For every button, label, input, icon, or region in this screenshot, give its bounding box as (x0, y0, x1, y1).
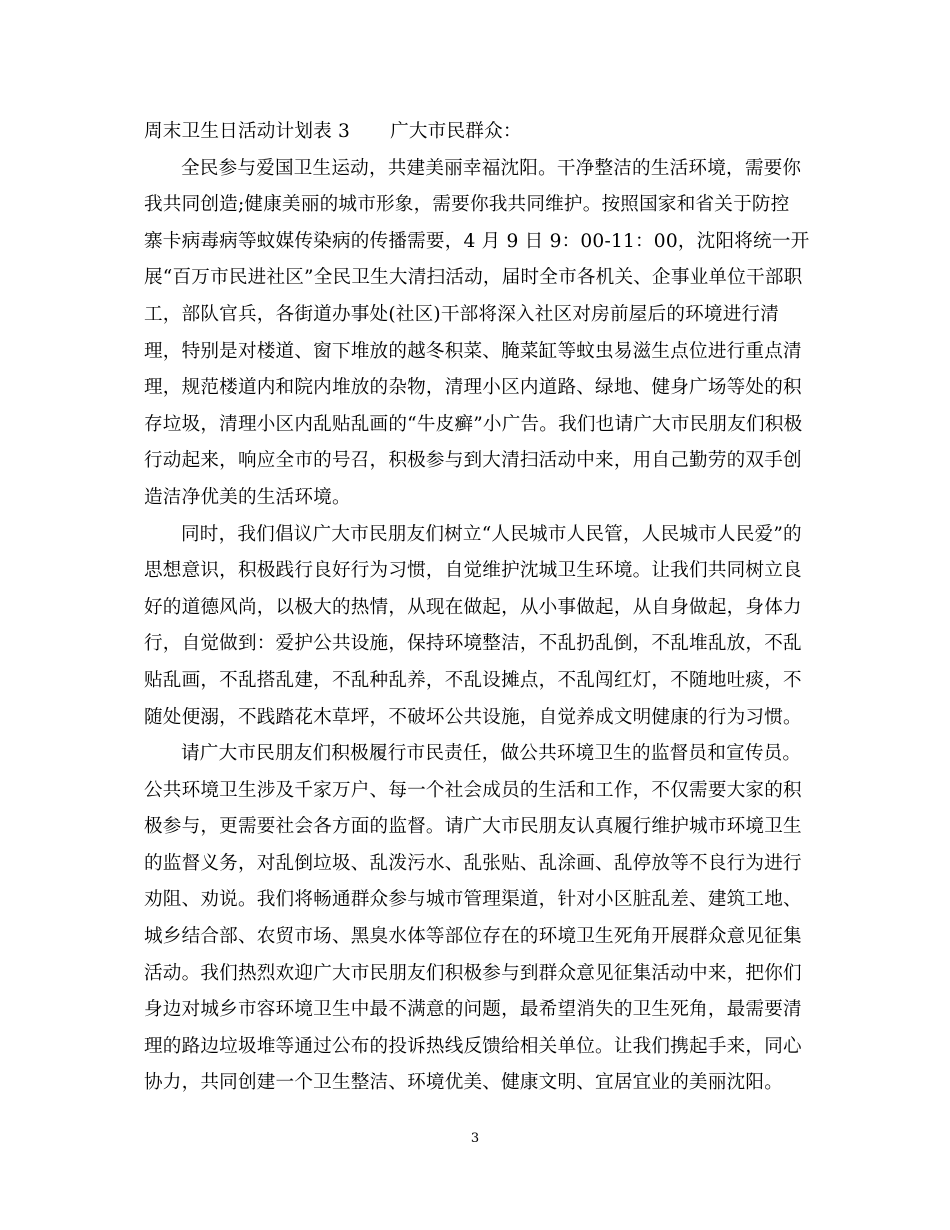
paragraph-line: 随处便溺，不践踏花木草坪，不破坏公共设施，自觉养成文明健康的行为习惯。 (144, 706, 802, 728)
paragraph-line: 的监督义务，对乱倒垃圾、乱泼污水、乱张贴、乱涂画、乱停放等不良行为进行 (144, 852, 802, 874)
paragraph-line: 同时，我们倡议广大市民朋友们树立“人民城市人民管，人民城市人民爱”的 (181, 523, 802, 545)
paragraph-line: 理的路边垃圾堆等通过公布的投诉热线反馈给相关单位。让我们携起手来，同心 (144, 1035, 802, 1057)
salutation: 广大市民群众： (390, 121, 522, 142)
paragraph-line: 劝阻、劝说。我们将畅通群众参与城市管理渠道，针对小区脏乱差、建筑工地、 (144, 889, 802, 911)
paragraph-line: 我共同创造;健康美丽的城市形象，需要你我共同维护。按照国家和省关于防控 (144, 194, 790, 216)
paragraph-1 (144, 151, 810, 517)
paragraph-line: 好的道德风尚，以极大的热情，从现在做起，从小事做起，从自身做起，身体力 (144, 596, 802, 618)
document-title: 周末卫生日活动计划表 3 (144, 121, 351, 142)
paragraph-line: 极参与，更需要社会各方面的监督。请广大市民朋友认真履行维护城市环境卫生 (144, 816, 802, 838)
paragraph-line: 身边对城乡市容环境卫生中最不满意的问题，最希望消失的卫生死角，最需要清 (144, 999, 802, 1021)
paragraph-3 (144, 736, 806, 1102)
paragraph-line: 理，特别是对楼道、窗下堆放的越冬积菜、腌菜缸等蚊虫易滋生点位进行重点清 (144, 340, 802, 362)
paragraph-line: 全民参与爱国卫生运动，共建美丽幸福沈阳。干净整洁的生活环境，需要你 (181, 157, 802, 179)
paragraph-line: 造洁净优美的生活环境。 (144, 486, 351, 508)
document-header-line (144, 114, 806, 151)
paragraph-line: 协力，共同创建一个卫生整洁、环境优美、健康文明、宜居宜业的美丽沈阳。 (144, 1072, 783, 1094)
paragraph-line: 存垃圾，清理小区内乱贴乱画的“牛皮癣”小广告。我们也请广大市民朋友们积极 (144, 413, 803, 435)
paragraph-line: 行动起来，响应全市的号召，积极参与到大清扫活动中来，用自己勤劳的双手创 (144, 450, 802, 472)
paragraph-line: 贴乱画，不乱搭乱建，不乱种乱养，不乱设摊点，不乱闯红灯，不随地吐痰，不 (144, 669, 802, 691)
document-body (144, 114, 810, 1102)
paragraph-line: 工，部队官兵，各街道办事处(社区)干部将深入社区对房前屋后的环境进行清 (144, 303, 780, 325)
paragraph-2 (144, 517, 806, 737)
paragraph-line: 行，自觉做到：爱护公共设施，保持环境整洁，不乱扔乱倒，不乱堆乱放，不乱 (144, 633, 802, 655)
paragraph-line: 思想意识，积极践行良好行为习惯，自觉维护沈城卫生环境。让我们共同树立良 (144, 560, 802, 582)
paragraph-line: 活动。我们热烈欢迎广大市民朋友们积极参与到群众意见征集活动中来，把你们 (144, 962, 802, 984)
paragraph-line: 理，规范楼道内和院内堆放的杂物，清理小区内道路、绿地、健身广场等处的积 (144, 377, 802, 399)
paragraph-line: 请广大市民朋友们积极履行市民责任，做公共环境卫生的监督员和宣传员。 (181, 743, 802, 765)
paragraph-line: 城乡结合部、农贸市场、黑臭水体等部位存在的环境卫生死角开展群众意见征集 (144, 926, 802, 948)
page-number: 3 (470, 1131, 480, 1146)
paragraph-line: 展“百万市民进社区”全民卫生大清扫活动，届时全市各机关、企事业单位干部职 (144, 267, 803, 289)
paragraph-line: 公共环境卫生涉及千家万户、每一个社会成员的生活和工作，不仅需要大家的积 (144, 779, 802, 801)
paragraph-line: 寨卡病毒病等蚊媒传染病的传播需要，4 月 9 日 9：00-11：00，沈阳将统一开 (144, 230, 810, 252)
